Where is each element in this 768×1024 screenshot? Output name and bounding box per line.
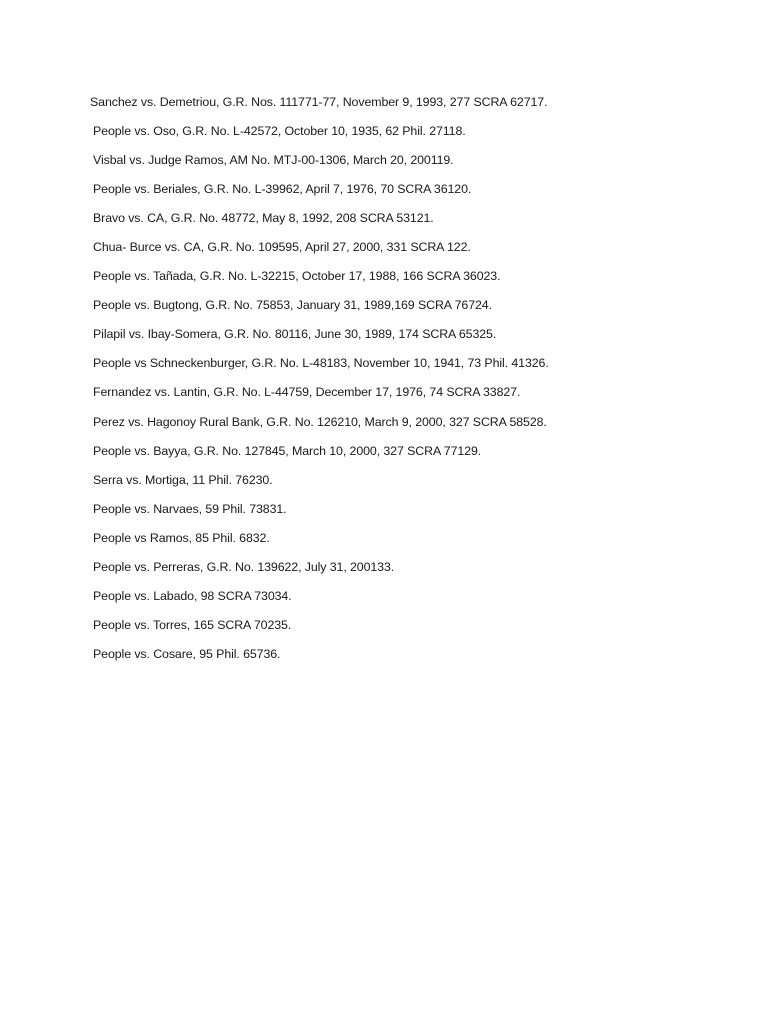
citation-item: Perez vs. Hagonoy Rural Bank, G.R. No. 126210, March 9, 2000, 327 SCRA 58528. — [93, 414, 547, 429]
citation-item: Visbal vs. Judge Ramos, AM No. MTJ-00-1306, March 20, 200119. — [93, 153, 454, 168]
citation-list — [0, 92, 768, 673]
citation-item: People vs. Oso, G.R. No. L-42572, October 10, 1935, 62 Phil. 27118. — [93, 124, 466, 139]
citation-item: People vs. Beriales, G.R. No. L-39962, April 7, 1976, 70 SCRA 36120. — [93, 182, 472, 197]
citation-item: Bravo vs. CA, G.R. No. 48772, May 8, 1992, 208 SCRA 53121. — [93, 211, 434, 226]
citation-item: People vs Ramos, 85 Phil. 6832. — [93, 530, 270, 545]
citation-item: People vs. Perreras, G.R. No. 139622, July 31, 200133. — [93, 559, 395, 574]
citation-item: People vs. Bayya, G.R. No. 127845, March 10, 2000, 327 SCRA 77129. — [93, 443, 482, 458]
citation-item: Sanchez vs. Demetriou, G.R. Nos. 111771-77, November 9, 1993, 277 SCRA 62717. — [90, 95, 548, 109]
citation-item: Fernandez vs. Lantin, G.R. No. L-44759, December 17, 1976, 74 SCRA 33827. — [93, 385, 521, 400]
citation-item: People vs. Torres, 165 SCRA 70235. — [93, 617, 292, 632]
citation-item: People vs. Bugtong, G.R. No. 75853, January 31, 1989,169 SCRA 76724. — [93, 298, 492, 313]
citation-item: People vs Schneckenburger, G.R. No. L-48183, November 10, 1941, 73 Phil. 41326. — [93, 356, 549, 371]
citation-item: People vs. Labado, 98 SCRA 73034. — [93, 588, 292, 603]
citation-item: People vs. Cosare, 95 Phil. 65736. — [93, 646, 281, 661]
citation-item: People vs. Tañada, G.R. No. L-32215, October 17, 1988, 166 SCRA 36023. — [93, 269, 501, 284]
citation-item: Chua- Burce vs. CA, G.R. No. 109595, April 27, 2000, 331 SCRA 122. — [93, 240, 471, 255]
citation-item: People vs. Narvaes, 59 Phil. 73831. — [93, 501, 287, 516]
citation-item: Serra vs. Mortiga, 11 Phil. 76230. — [93, 472, 273, 487]
citation-item: Pilapil vs. Ibay-Somera, G.R. No. 80116, June 30, 1989, 174 SCRA 65325. — [93, 327, 497, 342]
